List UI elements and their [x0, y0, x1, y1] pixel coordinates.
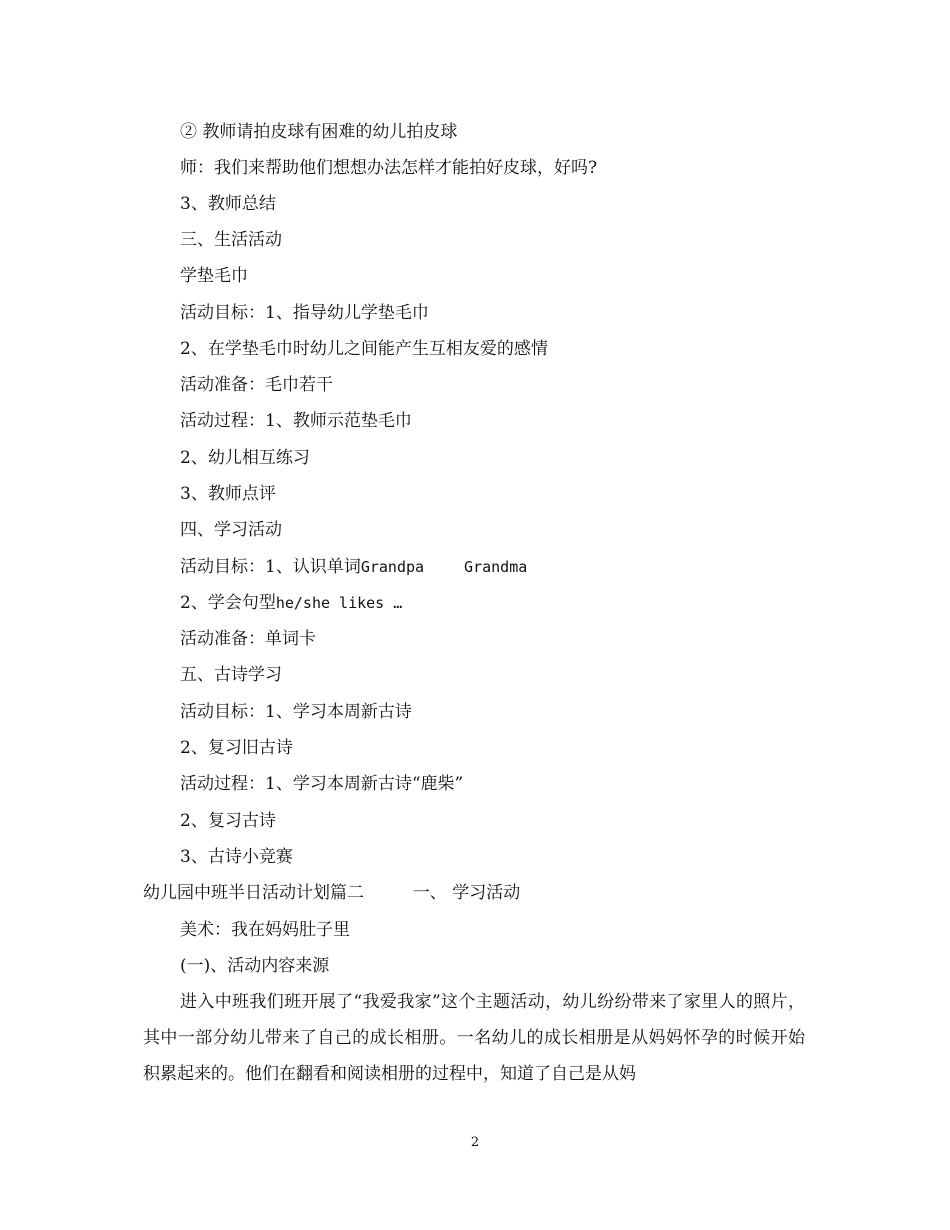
sentence-line	[180, 591, 402, 615]
part-title: 幼儿园中班半日活动计划篇二	[143, 883, 364, 903]
text-line: 3、教师总结	[180, 194, 276, 214]
text-line: 2、幼儿相互练习	[180, 448, 310, 468]
text-line: 2、复习古诗	[180, 811, 276, 831]
text-line: 3、教师点评	[180, 484, 276, 504]
page-number: 2	[470, 1135, 480, 1150]
text-line: 师：我们来帮助他们想想办法怎样才能拍好皮球，好吗?	[180, 158, 598, 178]
text-line: 2、在学垫毛巾时幼儿之间能产生互相友爱的感情	[180, 339, 548, 359]
text-line: (一)、活动内容来源	[180, 956, 330, 976]
text-line: 学垫毛巾	[180, 266, 248, 286]
words-line-prefix: 活动目标：1、认识单词	[180, 557, 361, 577]
section-heading: 四、学习活动	[180, 520, 282, 540]
section-heading: 五、古诗学习	[180, 665, 282, 685]
text-line: 活动准备：单词卡	[180, 629, 316, 649]
text-line: 活动准备：毛巾若干	[180, 375, 333, 395]
text-line: 3、古诗小竞赛	[180, 847, 293, 867]
english-word: Grandma	[464, 558, 528, 576]
text-line: 活动目标：1、学习本周新古诗	[180, 702, 412, 722]
part-heading	[143, 881, 520, 905]
sentence-pattern: he/she likes …	[275, 594, 403, 612]
text-line: 美术：我在妈妈肚子里	[180, 920, 350, 940]
text-line: 2、复习旧古诗	[180, 738, 293, 758]
words-line	[180, 555, 527, 579]
part-subtitle: 一、 学习活动	[412, 883, 521, 903]
text-line: 活动过程：1、学习本周新古诗“鹿柴”	[180, 774, 464, 794]
text-line: 活动过程：1、教师示范垫毛巾	[180, 411, 412, 431]
sentence-line-prefix: 2、学会句型	[180, 593, 276, 613]
body-paragraph: 进入中班我们班开展了“我爱我家”这个主题活动，幼儿纷纷带来了家里人的照片，其中一部分幼儿带来了自己的成长相册。一名幼儿的成长相册是从妈妈怀孕的时候开始积累起来的。他们在翻看和阅读相册的过程中，知道了自己是从妈	[143, 992, 805, 1084]
text-line: 活动目标：1、指导幼儿学垫毛巾	[180, 303, 429, 323]
text-line: ② 教师请拍皮球有困难的幼儿拍皮球	[180, 122, 458, 142]
english-word: Grandpa	[360, 558, 425, 576]
section-heading: 三、生活活动	[180, 230, 282, 250]
